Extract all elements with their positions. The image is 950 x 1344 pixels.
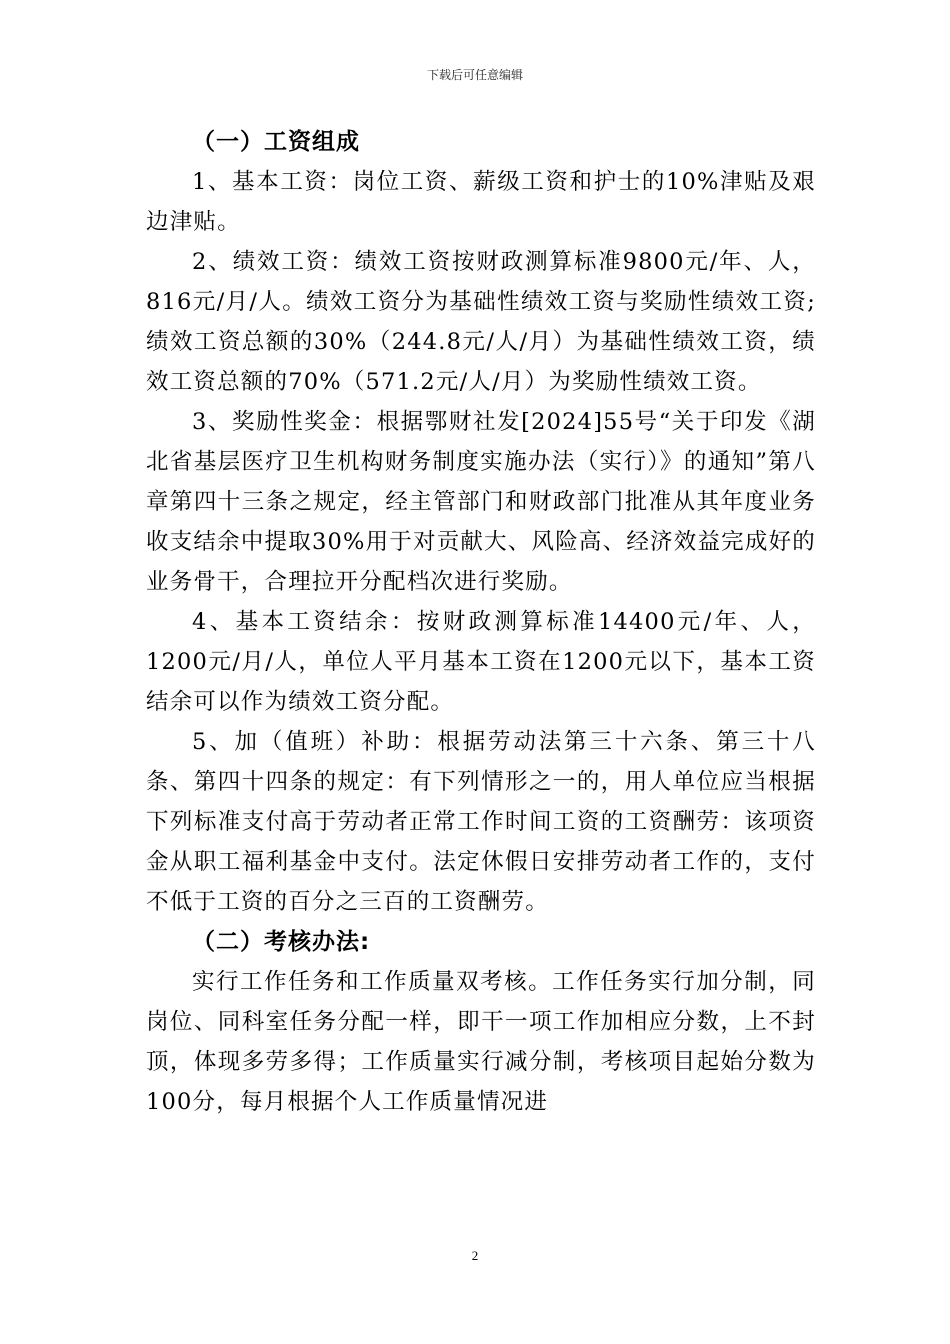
page-number: 2 [471,1248,479,1263]
section-heading-salary-composition: （一）工资组成 [192,129,360,155]
document-body [146,122,816,1122]
section-heading-assessment-method: （二）考核办法: [192,929,371,955]
paragraph-incentive-bonus: 3、奖励性奖金：根据鄂财社发[2024]55号“关于印发《湖北省基层医疗卫生机构财务制度实施办法（实行）》的通知”第八章第四十三条之规定，经主管部门和财政部门批准从其年度业务收支结余中提取30%用于对贡献大、风险高、经济效益完成好的业务骨干，合理拉开分配档次进行奖励。 [146,409,816,595]
paragraph-performance-salary: 2、绩效工资：绩效工资按财政测算标准9800元/年、人，816元/月/人。绩效工资分为基础性绩效工资与奖励性绩效工资;绩效工资总额的30%（244.8元/人/月）为基础性绩效工资，绩效工资总额的70%（571.2元/人/月）为奖励性绩效工资。 [146,249,816,395]
paragraph-basic-salary: 1、基本工资：岗位工资、薪级工资和护士的10%津贴及艰边津贴。 [146,169,816,235]
paragraph-basic-salary-surplus: 4、基本工资结余：按财政测算标准14400元/年、人，1200元/月/人，单位人平月基本工资在1200元以下，基本工资结余可以作为绩效工资分配。 [146,609,816,715]
paragraph-overtime-subsidy: 5、加（值班）补助：根据劳动法第三十六条、第三十八条、第四十四条的规定：有下列情形之一的，用人单位应当根据下列标准支付高于劳动者正常工作时间工资的工资酬劳：该项资金从职工福利基金中支付。法定休假日安排劳动者工作的，支付不低于工资的百分之三百的工资酬劳。 [146,729,816,915]
paragraph-assessment-description: 实行工作任务和工作质量双考核。工作任务实行加分制，同岗位、同科室任务分配一样，即干一项工作加相应分数，上不封顶，体现多劳多得；工作质量实行减分制，考核项目起始分数为100分，每月根据个人工作质量情况进 [146,969,816,1115]
page-header-note: 下载后可任意编辑 [426,68,523,82]
